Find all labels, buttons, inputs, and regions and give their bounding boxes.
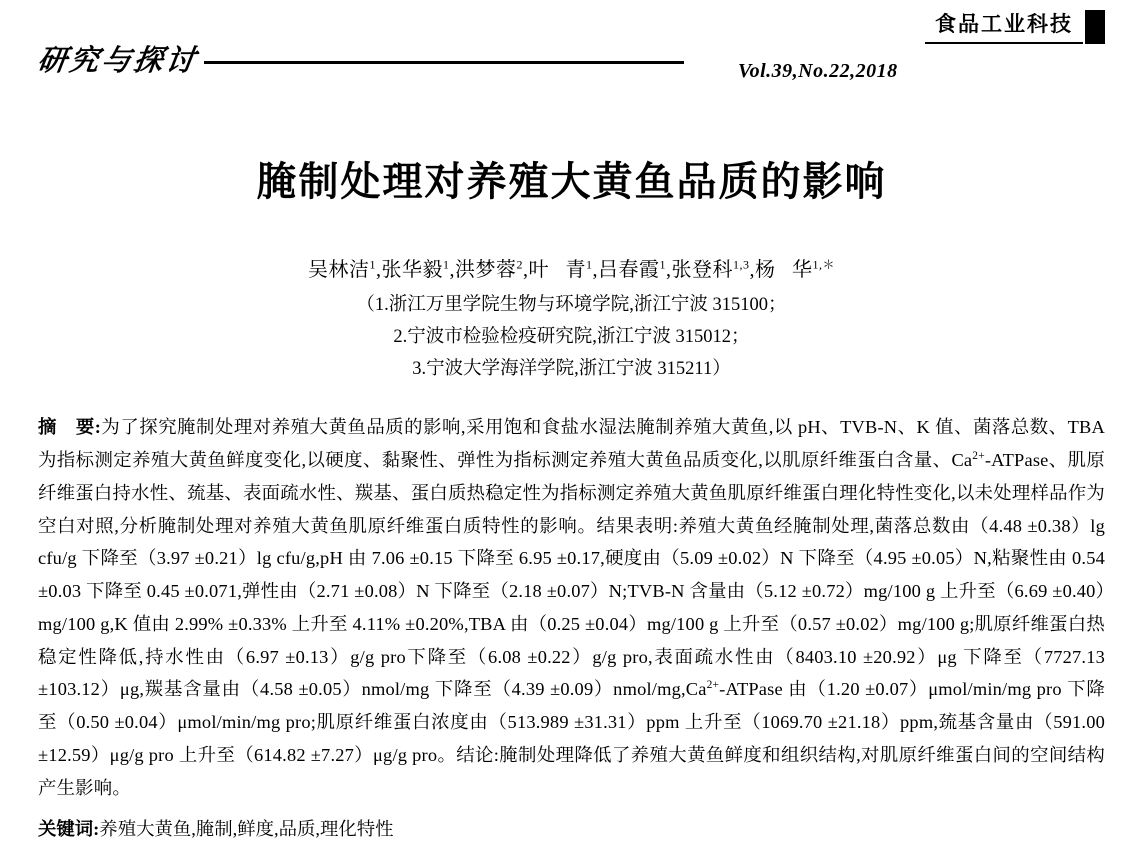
page-title: 腌制处理对养殖大黄鱼品质的影响 <box>256 158 887 205</box>
abstract-block <box>38 411 1105 804</box>
keywords-text: 养殖大黄鱼,腌制,鲜度,品质,理化特性 <box>99 819 394 840</box>
section-label: 研究与探讨 <box>35 43 201 77</box>
volume-info: Vol.39,No.22,2018 <box>738 60 898 82</box>
affiliation-item: 2.宁波市检验检疫研究院,浙江宁波 315012； <box>393 326 750 347</box>
author-list: 吴林洁$^1$,张华毅$^1$,洪梦蓉$^2$,叶 青$^1$,吕春霞$^1$,张登科$^{1,3}$,杨 华$^{1,*}$ <box>307 257 835 281</box>
abstract-text: 为了探究腌制处理对养殖大黄鱼品质的影响,采用饱和食盐水湿法腌制养殖大黄鱼,以 pH、TVB-N、K 值、菌落总数、TBA 为指标测定养殖大黄鱼鲜度变化,以硬度、黏聚性、弹性为指标测定养殖大黄鱼品质变化,以肌原纤维蛋白含量、$Ca^{2+}$-ATPase、肌原纤维蛋白持水性、巯基、表面疏水性、羰基、蛋白质热稳定性为指标测定养殖大黄鱼肌原纤维蛋白理化特性变化,以未处理样品作为空白对照,分析腌制处理对养殖大黄鱼肌原纤维蛋白质特性的影响。结果表明:养殖大黄鱼经腌制处理,菌落总数由（4.48 ±0.38）lg cfu/g 下降至（3.97 ±0.21）lg cfu/g,pH 由 7.06 ±0.15 下降至 6.95 ±0.17,硬度由（5.09 ±0.02）N 下降至（4.95 ±0.05）N,粘聚性由 0.54 ±0.03 下降至 0.45 ±0.071,弹性由（2.71 ±0.08）N 下降至（2.18 ±0.07）N;TVB-N 含量由（5.12 ±0.72）mg/100 g 上升至（6.69 ±0.40）mg/100 g,K 值由 2.99% ±0.33% 上升至 4.11% ±0.20%,TBA 由（0.25 ±0.04）mg/100 g 上升至（0.57 ±0.02）mg/100 g;肌原纤维蛋白热稳定性降低,持水性由（6.97 ±0.13）g/g pro下降至（6.08 ±0.22）g/g pro,表面疏水性由（8403.10 ±20.92）μg 下降至（7727.13 ±103.12）μg,羰基含量由（4.58 ±0.05）nmol/mg 下降至$(4.39 \pm 0.09)nmol/mg,Ca^{2+}$-ATPase 由（1.20 ±0.07）μmol/min/mg pro 下降至（0.50 ±0.04）μmol/min/mg pro;肌原纤维蛋白浓度由（513.989 ±31.31）ppm 上升至（1069.70 ±21.18）ppm,巯基含量由（591.00 ±12.59）μg/g pro 上升至（614.82 ±7.27）μg/g pro。结论:腌制处理降低了养殖大黄鱼鲜度和组织结构,对肌原纤维蛋白间的空间结构产生影响。 <box>38 417 1106 798</box>
affiliation-list <box>38 290 1105 385</box>
section-heading <box>35 38 1105 79</box>
journal-name: 食品工业科技 <box>925 10 1083 44</box>
affiliation-item: （1.浙江万里学院生物与环境学院,浙江宁波 315100； <box>356 295 787 315</box>
abstract-label: 摘 要: <box>38 417 102 438</box>
keywords-label: 关键词: <box>38 819 100 840</box>
affiliation-item: 3.宁波大学海洋学院,浙江宁波 315211） <box>412 358 731 379</box>
section-rule-divider <box>204 61 684 64</box>
keywords-block <box>38 814 1105 845</box>
page-header <box>35 0 1105 96</box>
